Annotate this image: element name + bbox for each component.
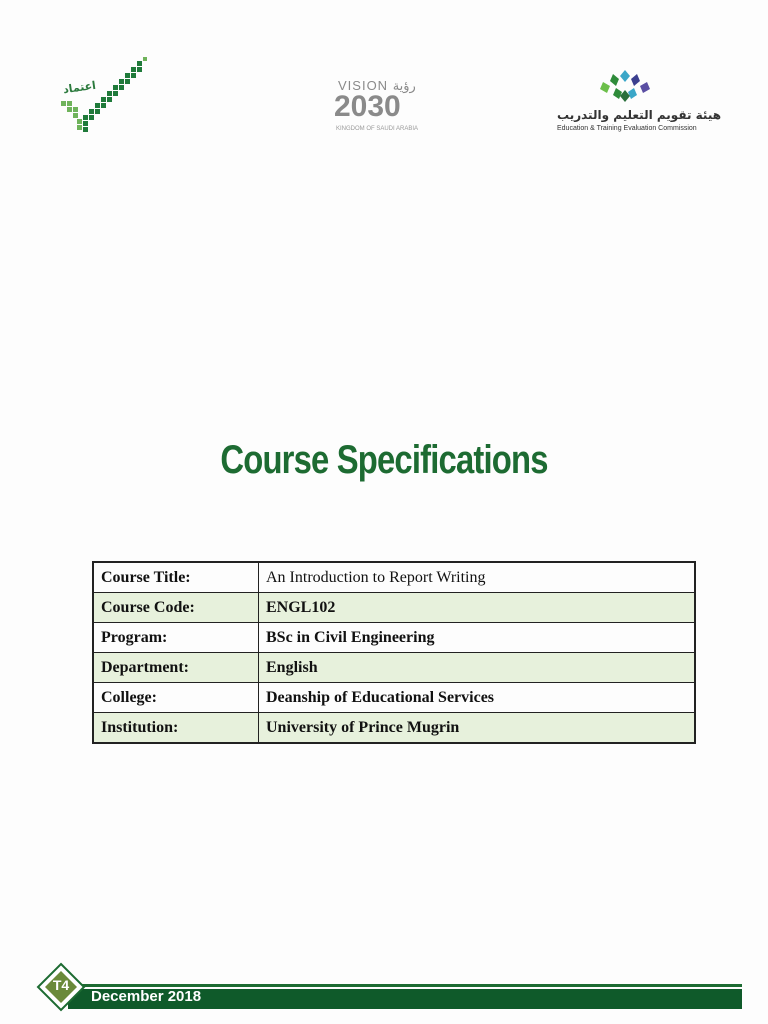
etec-emblem-icon [553,68,703,108]
badge-label: T4 [52,977,70,993]
row-value: An Introduction to Report Writing [259,562,696,593]
table-row [93,593,695,623]
table-row [93,683,695,713]
vision-kingdom-text: KINGDOM OF SAUDI ARABIA [336,126,419,132]
row-label: Institution: [93,713,259,744]
footer-date: December 2018 [91,988,202,1005]
row-label: Department: [93,653,259,683]
row-value: BSc in Civil Engineering [259,623,696,653]
etec-logo [553,68,722,138]
course-spec-table [92,561,696,744]
etec-english-name: Education & Training Evaluation Commission [557,125,697,132]
page-title: Course Specifications [220,438,548,482]
row-label: College: [93,683,259,713]
row-value: English [259,653,696,683]
vision-2030-logo [330,72,440,144]
row-label: Program: [93,623,259,653]
vision-label: VISION رؤية [338,78,416,93]
table-row [93,623,695,653]
table-row [93,653,695,683]
row-value: Deanship of Educational Services [259,683,696,713]
row-label: Course Code: [93,593,259,623]
footer-rule [68,984,742,987]
vision-number: 2030 [334,90,401,123]
table-row [93,713,695,744]
table-row [93,562,695,593]
etec-arabic-name: هيئة تقويم التعليم والتدريب [557,108,722,122]
row-value: University of Prince Mugrin [259,713,696,744]
etimad-logo [55,55,150,145]
etimad-arabic-text: اعتماد [62,78,97,97]
row-value: ENGL102 [259,593,696,623]
row-label: Course Title: [93,562,259,593]
